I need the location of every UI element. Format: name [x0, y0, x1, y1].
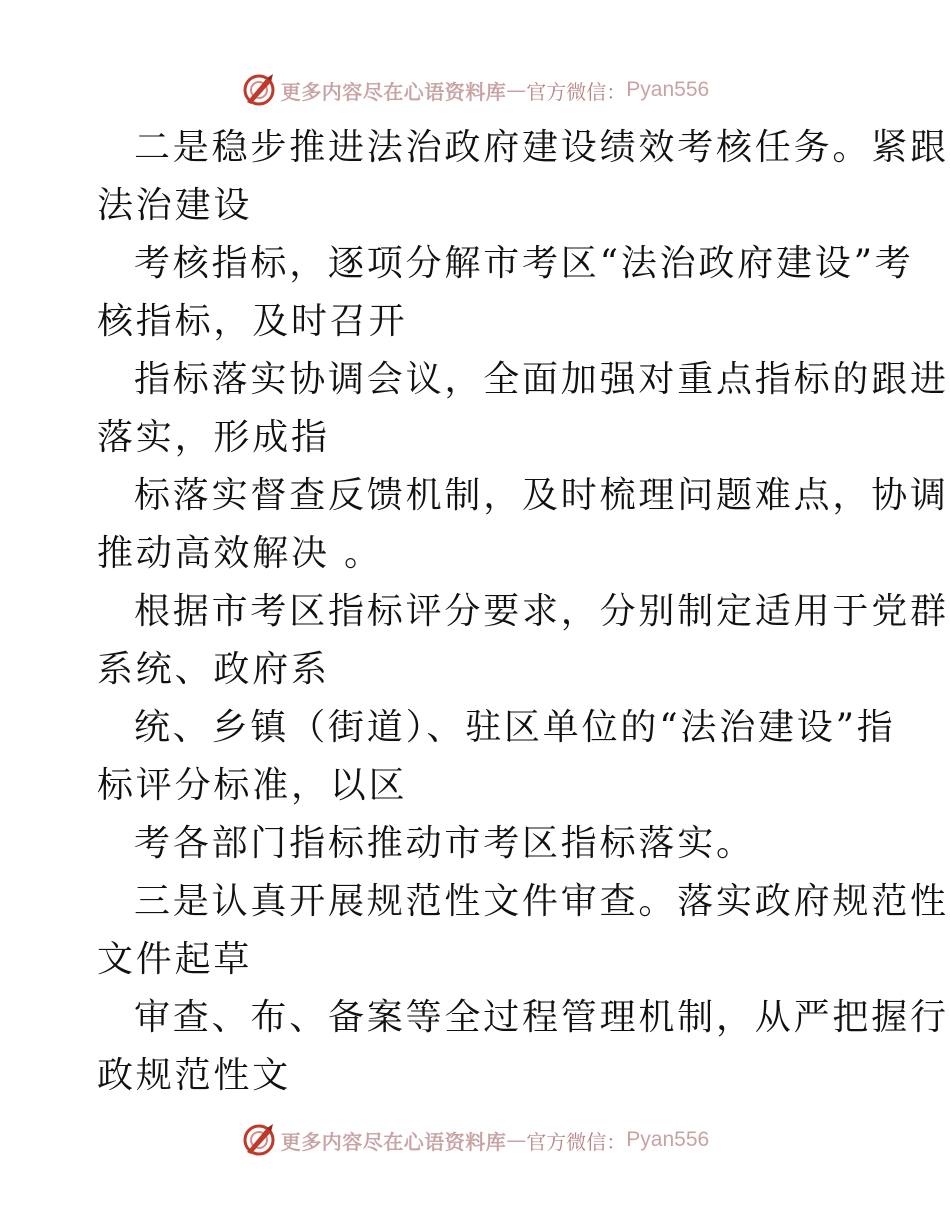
body-line: 三是认真开展规范性文件审查。落实政府规范性 — [134, 881, 949, 922]
body-line: 根据市考区指标评分要求，分别制定适用于党群 — [134, 591, 949, 632]
body-line: 统、乡镇（街道）、驻区单位的“法治建设”指 — [134, 707, 896, 748]
banner-wechat-id: Pyan556 — [626, 1128, 710, 1151]
document-body — [97, 119, 949, 1105]
body-line: 核指标，及时召开 — [97, 301, 408, 342]
body-line: 标评分标准，以区 — [97, 765, 408, 806]
banner-separator: — — [506, 78, 527, 102]
body-line: 政规范性文 — [97, 1055, 292, 1096]
body-line: 指标落实协调会议，全面加强对重点指标的跟进 — [134, 359, 949, 400]
body-line: 考核指标，逐项分解市考区“法治政府建设”考 — [134, 243, 914, 284]
pen-logo-icon — [241, 1122, 277, 1158]
body-line: 标落实督查反馈机制，及时梳理问题难点，协调 — [134, 475, 949, 516]
banner-official-label: 官方微信： — [526, 79, 627, 104]
banner-separator: — — [506, 1128, 527, 1152]
body-line: 推动高效解决 。 — [97, 533, 383, 574]
body-line: 审查、布、备案等全过程管理机制，从严把握行 — [134, 997, 949, 1038]
body-line: 法治建设 — [97, 185, 253, 226]
banner-wechat-id: Pyan556 — [626, 78, 710, 101]
pen-logo-icon — [241, 72, 277, 108]
banner-official-label: 官方微信： — [526, 1129, 627, 1154]
banner-text: 更多内容尽在心语资料库 — [280, 1129, 507, 1154]
header-banner — [0, 70, 950, 110]
body-line: 二是稳步推进法治政府建设绩效考核任务。紧跟 — [134, 127, 949, 168]
body-line: 考各部门指标推动市考区指标落实。 — [134, 823, 755, 864]
body-line: 系统、政府系 — [97, 649, 330, 690]
body-line: 落实，形成指 — [97, 417, 330, 458]
banner-text: 更多内容尽在心语资料库 — [280, 79, 507, 104]
body-line: 文件起草 — [97, 939, 253, 980]
footer-banner — [0, 1120, 950, 1160]
